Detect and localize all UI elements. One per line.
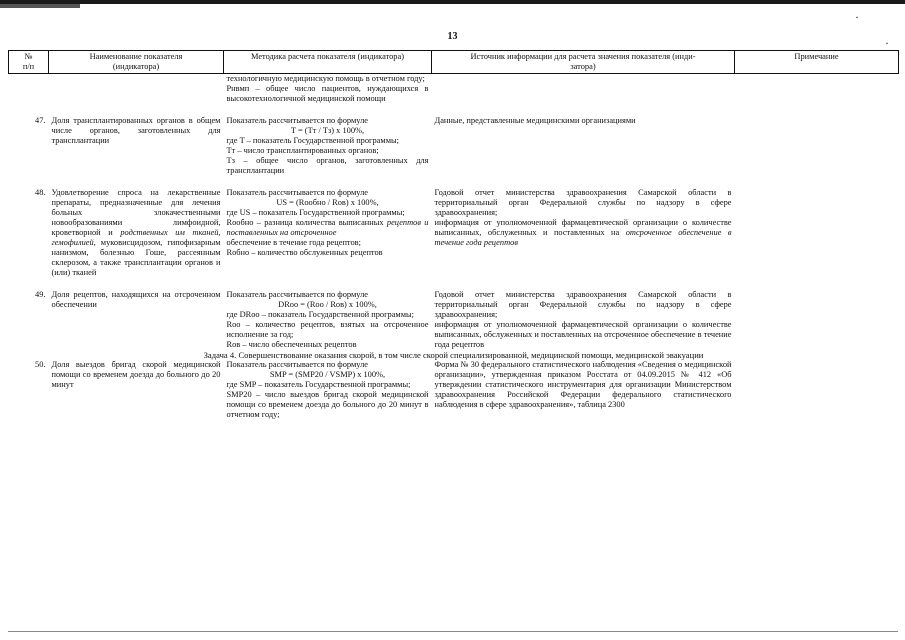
task-heading: Задача 4. Совершенствование оказания скорой, в том числе скорой специализированной, медицинской помощи, медицинской эвакуации (203, 350, 704, 360)
row-number: 47. (35, 116, 46, 125)
note-cell (735, 188, 899, 278)
header-note: Примечание (735, 51, 899, 74)
task-heading-row (9, 350, 899, 360)
information-source: Форма № 30 федерального статистического наблюдения «Сведения о медицинской организации», утвержденная приказом Росстата от 04.09.2015 № 412 «Об утверждении статистического инструментария для организации Министерством здравоохранения Российской Федерации федерального статистического наблюдения в сфере здравоохранения», таблица 2300 (434, 360, 732, 409)
continuation-method: технологичную медицинскую помощь в отчетном году; Pнвмп – общее число пациентов, нуждающихся в высокотехнологичной медицинской помощи (226, 74, 429, 103)
table-row-50 (9, 360, 899, 420)
note-cell (735, 360, 899, 420)
header-method: Методика расчета показателя (индикатора) (224, 51, 432, 74)
information-source: Годовой отчет министерства здравоохранения Самарской области в территориальный орган Федеральной службы по надзору в сфере здравоохранения; информация от уполномоченной фармацевтической организации о количестве выписанных, обслуженных и поставленных на отсроченное обеспечение в течение года рецептов (434, 188, 732, 247)
indicator-name: Удовлетворение спроса на лекарственные препараты, предназначенные для лечения больных злокачественными новообразованиями лимфоидной, кроветворной и родственных им тканей, гемофилией, муковисцидозом, гипофизарным нанизмом, болезнью Гоше, рассеянным склерозом, а также трансплантации органов и (или) тканей (51, 188, 221, 277)
note-cell (735, 116, 899, 176)
note-cell (735, 290, 899, 350)
scan-dot: · (855, 10, 859, 24)
row-number: 48. (35, 188, 46, 197)
table-row-continuation (9, 74, 899, 105)
scan-dot: · (885, 36, 889, 50)
calculation-method: Показатель рассчитывается по формуле DRоо = (Rоо / Rов) x 100%, где DRоо – показатель Государственной программы; Rоо – количество рецептов, взятых на отсроченное исполнение за год; Rов – число обеспеченных рецептов (226, 290, 429, 349)
row-number: 50. (35, 360, 46, 369)
calculation-method: Показатель рассчитывается по формуле T = (Tт / Tз) x 100%, где T – показатель Государственной программы; Tт – число трансплантированных органов; Tз – общее число органов, заготовленных для трансплантации (226, 116, 429, 175)
header-source: Источник информации для расчета значения показателя (инди- затора) (432, 51, 735, 74)
header-num: № п/п (9, 51, 49, 74)
scan-edge-top (0, 0, 905, 4)
scan-bottom-edge (8, 631, 898, 632)
indicator-name: Доля трансплантированных органов в общем числе органов, заготовленных для трансплантации (51, 116, 221, 145)
table-row-49 (9, 290, 899, 350)
indicators-table (8, 50, 899, 420)
calculation-method: Показатель рассчитывается по формуле SMP = (SMP20 / VSMP) x 100%, где SMP – показатель Государственной программы; SMP20 – число выездов бригад скорой медицинской помощи со временем доезда до больного до 20 минут в отчетном году; (226, 360, 429, 419)
indicator-name: Доля выездов бригад скорой медицинской помощи со временем доезда до больного до 20 минут (51, 360, 221, 389)
header-name: Наименование показателя (индикатора) (49, 51, 224, 74)
scan-edge-mark (0, 4, 80, 8)
table-row-47 (9, 116, 899, 176)
information-source: Годовой отчет министерства здравоохранения Самарской области в территориальный орган Федеральной службы по надзору в сфере здравоохранения; информация от уполномоченной фармацевтической организации о количестве выписанных, обслуженных и поставленных на отсроченное обеспечение в течение года рецептов (434, 290, 732, 349)
calculation-method: Показатель рассчитывается по формуле US = (Rообно / Rов) x 100%, где US – показатель Государственной программы; Rообно – разница количества выписанных рецептов и поставленных на отсроченное обеспечение в течение года рецептов; Rобно – количество обслуженных рецептов (226, 188, 429, 257)
table-header-row (9, 51, 899, 74)
indicator-name: Доля рецептов, находящихся на отсроченном обеспечении (51, 290, 221, 309)
page-number: 13 (447, 31, 458, 42)
table-row-48 (9, 188, 899, 278)
row-number: 49. (35, 290, 46, 299)
information-source: Данные, представленные медицинскими организациями (434, 116, 636, 125)
